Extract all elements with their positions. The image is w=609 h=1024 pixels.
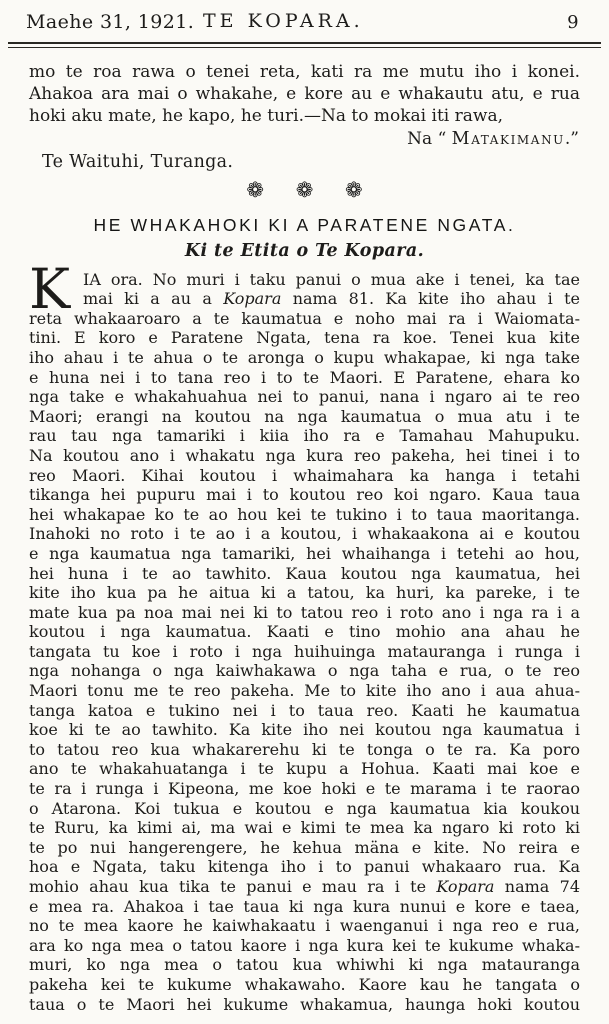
text-line: e mea ra. Ahakoa i tae taua ki nga kura nunui e kore e taea, [29,896,580,916]
article-heading: HE WHAKAHOKI KI A PARATENE NGATA. [93,214,516,235]
text-line: Maori; erangi na koutou na nga kaumatua o mua atu i te [29,406,580,426]
signature-prefix: Na “ [407,128,452,149]
text-line: Na koutou ano i whakatu nga kura reo pakeha, hei tinei i to [29,445,580,465]
text-line: tini. E koro e Paratene Ngata, tena ra koe. Tenei kua kite [29,328,580,348]
signature-name: Matakimanu [451,128,565,149]
text-line: e huna nei i to tana reo i to te Maori. E Paratene, ehara ko [29,367,580,387]
text-line: ara ko nga mea o tatou kaore i nga kura kei te kukume whaka- [29,935,580,955]
masthead-title: TE KOPARA. [203,10,364,32]
text-line: mohio ahau kua tika te panui e mau ra i te Kopara nama 74 [29,877,580,897]
text-line: hei huna i te ao tawhito. Kaua koutou nga kaumatua, hei [29,563,580,583]
text-line: iho ahau i te ahua o te aronga o kupu whakapae, ki nga take [29,347,580,367]
text-line: to tatou reo kua whakarerehu ki te tonga o te ra. Ka poro [29,739,580,759]
text-line: reo Maori. Kihai koutou i whaimahara ka hanga i tetahi [29,465,580,485]
text-line: te Ruru, ka kimi ai, ma wai e kimi te mea ka ngaro ki roto ki [29,818,580,838]
text-line: koe ki te ao tawhito. Ka kite iho nei koutou nga kaumatua i [29,720,580,740]
text-line: no te mea kaore he kaiwhakaatu i waenganui i nga reo e rua, [29,916,580,936]
text-line: tangata tu koe i roto i nga huihuinga matauranga i runga i [29,641,580,661]
drop-cap: K [29,256,71,321]
text-line: hei whakapae ko te ao hou kei te tukino i to taua maoritanga. [29,504,580,524]
text-line: rau tau nga tamariki i kiia iho ra e Tamahau Mahupuku. [29,426,580,446]
text-line: Ahakoa ara mai o whakahe, e kore au e whakautu atu, e rua [29,84,580,105]
text-line: te ra i runga i Kipeona, me koe hoki e te marama i te raorao [29,779,580,799]
text-line: te po nui hangerengere, he kehua mäna e kite. No reira e [29,837,580,857]
text-line: koutou i nga kaumatua. Kaati e tino mohio ana ahau he [29,622,580,642]
text-line: mai ki a au a Kopara nama 81. Ka kite iho ahau i te [83,289,580,309]
signature-suffix: .” [564,128,579,149]
text-line: reta whakaaroaro a te kaumatua e noho mai ra i Waiomata- [29,308,580,328]
text-line: e nga kaumatua nga tamariki, hei whaihanga i tetehi ao hou, [29,543,580,563]
intro-paragraph [29,61,580,128]
text-line: tanga katoa e tukino nei i to taua reo. Kaati he kaumatua [29,700,580,720]
text-line: IA ora. No muri i taku panui o mua ake i tenei, ka tae [83,269,580,289]
article-body-paragraph [29,256,580,1015]
florette-ornaments-icon: ❁ ❁ ❁ [246,177,363,202]
text-line: kite iho kua pa he aitua ki a tatou, ka huri, ka pareke, i te [29,583,580,603]
header-date: Maehe 31, 1921. [26,11,195,33]
text-line: o Atarona. Koi tukua e koutou e nga kaumatua kia koukou [29,798,580,818]
text-line: nga take e whakahuahua nei to panui, nana i ngaro ai te reo [29,387,580,407]
text-line: ano te whakahuatanga i te kupu a Hohua. Kaati mai koe e [29,759,580,779]
page-number: 9 [567,12,579,33]
text-line: Inahoki no roto i te ao i a koutou, i whakaakona ai e koutou [29,524,580,544]
text-line: tikanga hei pupuru mai i to koutou reo koi ngaro. Kaua taua [29,485,580,505]
place-line: Te Waituhi, Turanga. [42,151,234,172]
text-line: mo te roa rawa o tenei reta, kati ra me mutu iho i konei. [29,62,580,82]
text-line: Maori tonu me te reo pakeha. Me to kite iho ano i aua ahua- [29,681,580,701]
header-double-rule [8,42,601,48]
signature-line [29,129,580,149]
text-line: muri, ko nga mea o tatou kua whiwhi ki nga matauranga [29,955,580,975]
text-line: mate kua pa noa mai nei ki to tatou reo i roto ano i nga ra i a [29,602,580,622]
text-line: hoa e Ngata, taku kitenga iho i to panui whakaaro rua. Ka [29,857,580,877]
article-subheading: Ki te Etita o Te Kopara. [184,240,425,261]
page-header [26,10,580,37]
text-line: pakeha kei te kukume whakawaho. Kaore kau he tangata o [29,974,580,994]
text-line: hoki aku mate, he kapo, he turi.—Na to mokai iti rawa, [29,106,503,127]
text-line: taua o te Maori hei kukume whakamua, haunga hoki koutou [29,994,580,1014]
text-line: nga nohanga o nga kaiwhakawa o nga taha e rua, o te reo [29,661,580,681]
